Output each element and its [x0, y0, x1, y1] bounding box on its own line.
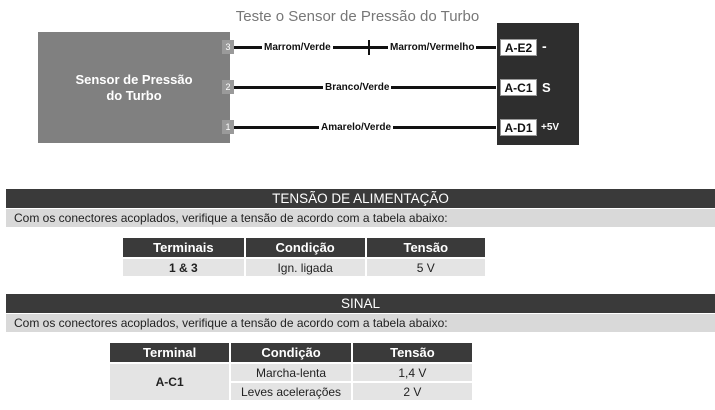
sensor-label-line1: Sensor de Pressão [75, 72, 193, 87]
supply-condition-value: Ign. ligada [245, 258, 366, 277]
wire-connector-mark [368, 40, 370, 55]
supply-section-header: TENSÃO DE ALIMENTAÇÃO [6, 189, 715, 208]
supply-table [121, 236, 487, 278]
sensor-pin-2: 2 [222, 80, 234, 94]
table-row [109, 363, 473, 382]
signal-col-voltage: Tensão [352, 342, 473, 363]
signal-voltage-idle: 1,4 V [352, 363, 473, 382]
supply-col-voltage: Tensão [366, 237, 486, 258]
wire-label-pin1: Amarelo/Verde [321, 122, 392, 133]
wire-label-pin3-right: Marrom/Vermelho [390, 42, 475, 53]
signal-condition-idle: Marcha-lenta [230, 363, 351, 382]
supply-col-condition: Condição [245, 237, 366, 258]
ecu-function-supply: +5V [541, 122, 560, 133]
supply-col-terminals: Terminais [122, 237, 245, 258]
sensor-label [38, 72, 230, 104]
sensor-pin-1: 1 [222, 120, 234, 134]
supply-voltage-value: 5 V [366, 258, 486, 277]
signal-voltage-light-accel: 2 V [352, 382, 473, 401]
signal-table [108, 341, 474, 402]
ecu-function-signal: S [542, 80, 551, 95]
ecu-function-ground: - [542, 38, 547, 54]
signal-section-header: SINAL [6, 294, 715, 313]
signal-col-condition: Condição [230, 342, 351, 363]
table-row [122, 258, 486, 277]
diagram-title: Teste o Sensor de Pressão do Turbo [235, 8, 480, 25]
signal-col-terminal: Terminal [109, 342, 230, 363]
signal-terminal-value: A-C1 [109, 363, 230, 401]
supply-section-description: Com os conectores acoplados, verifique a tensão de acordo com a tabela abaixo: [6, 209, 715, 227]
supply-terminals-value: 1 & 3 [122, 258, 245, 277]
ecu-pin-a-c1: A-C1 [500, 79, 537, 96]
sensor-label-line2: do Turbo [106, 88, 162, 103]
sensor-pin-3: 3 [222, 40, 234, 54]
signal-section-description: Com os conectores acoplados, verifique a tensão de acordo com a tabela abaixo: [6, 314, 715, 332]
ecu-pin-a-e2: A-E2 [500, 39, 537, 56]
wire-label-pin2: Branco/Verde [325, 82, 390, 93]
signal-condition-light-accel: Leves acelerações [230, 382, 351, 401]
ecu-pin-a-d1: A-D1 [500, 119, 537, 136]
wire-label-pin3-left: Marrom/Verde [264, 42, 331, 53]
